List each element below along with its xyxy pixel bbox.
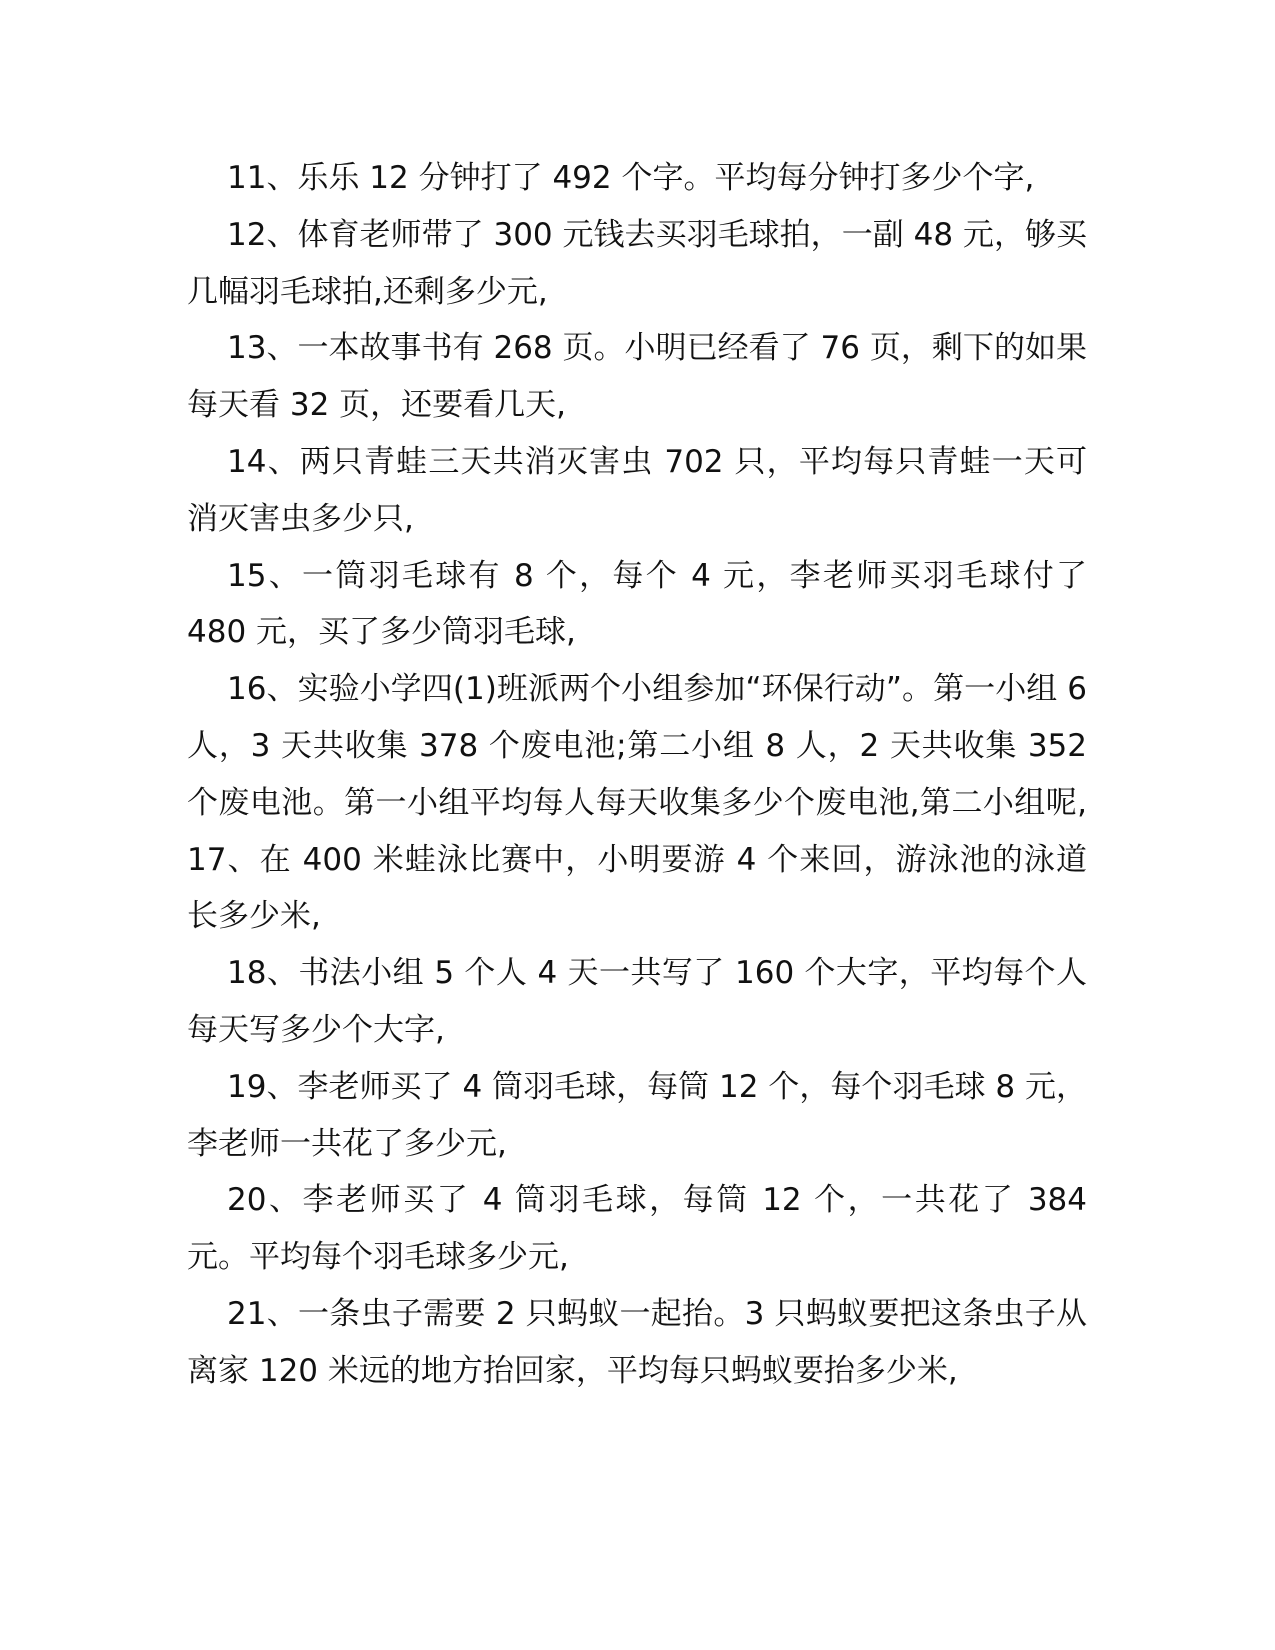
problem-13: 13、一本故事书有 268 页。小明已经看了 76 页，剩下的如果每天看 32 页，还要看几天, [187,330,1087,424]
problem-16-17: 16、实验小学四(1)班派两个小组参加“环保行动”。第一小组 6 人，3 天共收集 378 个废电池;第二小组 8 人，2 天共收集 352 个废电池。第一小组平均每人每天收集多少个废电池,第二小组呢, 17、在 400 米蛙泳比赛中，小明要游 4 个来回，游泳池的泳道长多少米, [187,671,1087,935]
problem-15: 15、一筒羽毛球有 8 个，每个 4 元，李老师买羽毛球付了 480 元，买了多少筒羽毛球, [187,557,1087,651]
problem-20: 20、李老师买了 4 筒羽毛球，每筒 12 个，一共花了 384 元。平均每个羽毛球多少元, [187,1182,1087,1276]
problem-14: 14、两只青蛙三天共消灭害虫 702 只，平均每只青蛙一天可消灭害虫多少只, [187,443,1087,537]
problem-11: 11、乐乐 12 分钟打了 492 个字。平均每分钟打多少个字, [227,160,1035,196]
problem-12: 12、体育老师带了 300 元钱去买羽毛球拍，一副 48 元，够买几幅羽毛球拍,还剩多少元, [187,216,1087,310]
problem-21: 21、一条虫子需要 2 只蚂蚁一起抬。3 只蚂蚁要把这条虫子从离家 120 米远的地方抬回家，平均每只蚂蚁要抬多少米, [187,1295,1087,1389]
problem-list [187,150,1087,1400]
problem-18: 18、书法小组 5 个人 4 天一共写了 160 个大字，平均每个人每天写多少个大字, [187,955,1087,1048]
problem-19: 19、李老师买了 4 筒羽毛球，每筒 12 个，每个羽毛球 8 元，李老师一共花了多少元, [187,1068,1087,1162]
